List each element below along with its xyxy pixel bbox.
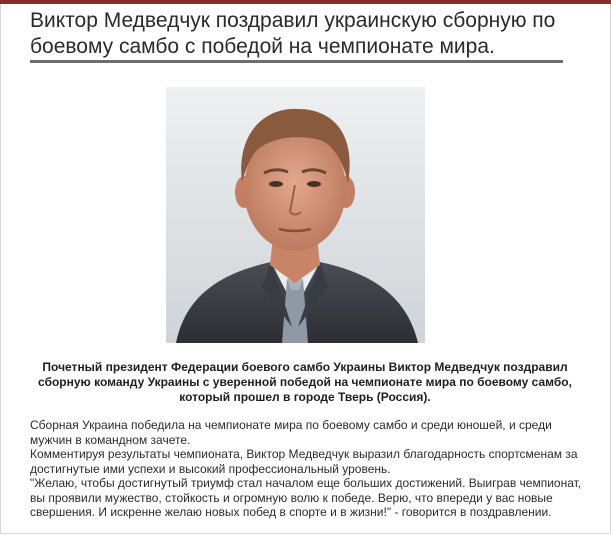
- article-body: [30, 418, 590, 520]
- article-title: Виктор Медведчук поздравил украинскую сборную по боевому самбо с победой на чемпионате мира.: [30, 9, 556, 58]
- title-underline: [30, 60, 563, 63]
- paragraph: Комментируя результаты чемпионата, Виктор Медведчук выразил благодарность спортсменам за достигнутые ими успехи и высокий профессиональный уровень.: [30, 447, 578, 476]
- article-lead: Почетный президент Федерации боевого самбо Украины Виктор Медведчук поздравил сборную команду Украины с уверенной победой на чемпионате мира по боевому самбо, который прошел в городе Тверь (Россия).: [38, 360, 572, 404]
- paragraph: "Желаю, чтобы достигнутый триумф стал началом еще больших достижений. Выиграв чемпионат, вы проявили мужество, стойкость и огромную волю к победе. Верю, что впереди у вас новые свершения. И искренне желаю новых побед в спорте и в жизни!" - говорится в поздравлении.: [30, 476, 582, 519]
- paragraph: Сборная Украина победила на чемпионате мира по боевому самбо и среди юношей, и среди мужчин в командном зачете.: [30, 418, 552, 447]
- portrait-photo: [166, 87, 425, 343]
